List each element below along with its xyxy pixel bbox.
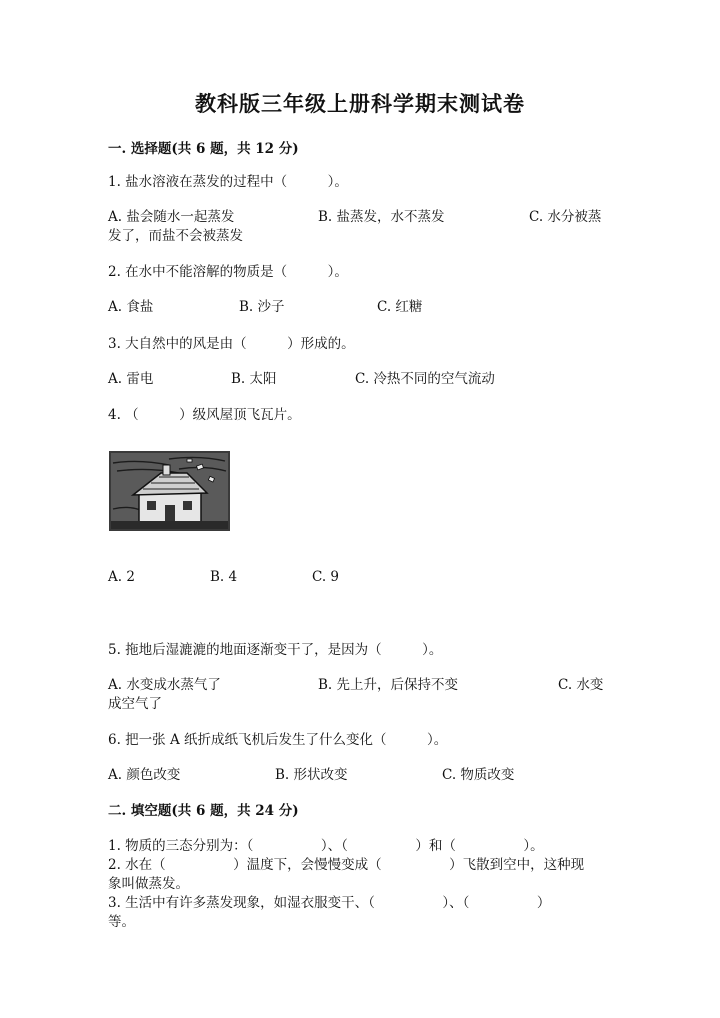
q5-option-b: B. 先上升，后保持不变 — [318, 677, 459, 693]
q1-option-b: B. 盐蒸发，水不蒸发 — [318, 209, 445, 225]
q1-option-continuation: 发了，而盐不会被蒸发 — [108, 228, 243, 244]
q1-option-c: C. 水分被蒸 — [529, 209, 602, 225]
page-title: 教科版三年级上册科学期末测试卷 — [195, 91, 525, 116]
fill-question-3: 3. 生活中有许多蒸发现象，如湿衣服变干、（ ）、（ ） — [108, 895, 551, 911]
q1-option-a: A. 盐会随水一起蒸发 — [108, 209, 235, 225]
q2-option-a: A. 食盐 — [108, 299, 154, 315]
q3-option-b: B. 太阳 — [231, 371, 277, 387]
section-heading-fill-in: 二. 填空题(共 6 题，共 24 分) — [108, 803, 299, 819]
question-3: 3. 大自然中的风是由（ ）形成的。 — [108, 336, 355, 352]
q6-option-a: A. 颜色改变 — [108, 767, 181, 783]
q6-option-b: B. 形状改变 — [275, 767, 348, 783]
q4-option-c: C. 9 — [312, 569, 340, 585]
question-1: 1. 盐水溶液在蒸发的过程中（ ）。 — [108, 174, 348, 190]
q2-option-c: C. 红糖 — [377, 299, 423, 315]
question-2: 2. 在水中不能溶解的物质是（ ）。 — [108, 264, 348, 280]
question-4: 4. （ ）级风屋顶飞瓦片。 — [108, 407, 301, 423]
q5-option-c: C. 水变 — [558, 677, 604, 693]
question-5: 5. 拖地后湿漉漉的地面逐渐变干了，是因为（ ）。 — [108, 642, 443, 658]
fill-question-2-continuation: 象叫做蒸发。 — [108, 876, 189, 892]
q2-option-b: B. 沙子 — [239, 299, 285, 315]
question-6: 6. 把一张 A 纸折成纸飞机后发生了什么变化（ ）。 — [108, 732, 448, 748]
fill-question-1: 1. 物质的三态分别为：（ ）、（ ）和（ ）。 — [108, 838, 544, 854]
q6-option-c: C. 物质改变 — [442, 767, 515, 783]
q4-option-a: A. 2 — [108, 569, 135, 585]
q3-option-a: A. 雷电 — [108, 371, 154, 387]
q3-option-c: C. 冷热不同的空气流动 — [355, 371, 495, 387]
fill-question-3-continuation: 等。 — [108, 914, 135, 930]
fill-question-2: 2. 水在（ ）温度下，会慢慢变成（ ）飞散到空中，这种现 — [108, 857, 585, 873]
section-heading-choice: 一. 选择题(共 6 题，共 12 分) — [108, 141, 299, 157]
house-in-wind-illustration — [109, 451, 230, 531]
q5-option-a: A. 水变成水蒸气了 — [108, 677, 221, 693]
q5-option-continuation: 成空气了 — [108, 696, 162, 712]
q4-option-b: B. 4 — [210, 569, 238, 585]
